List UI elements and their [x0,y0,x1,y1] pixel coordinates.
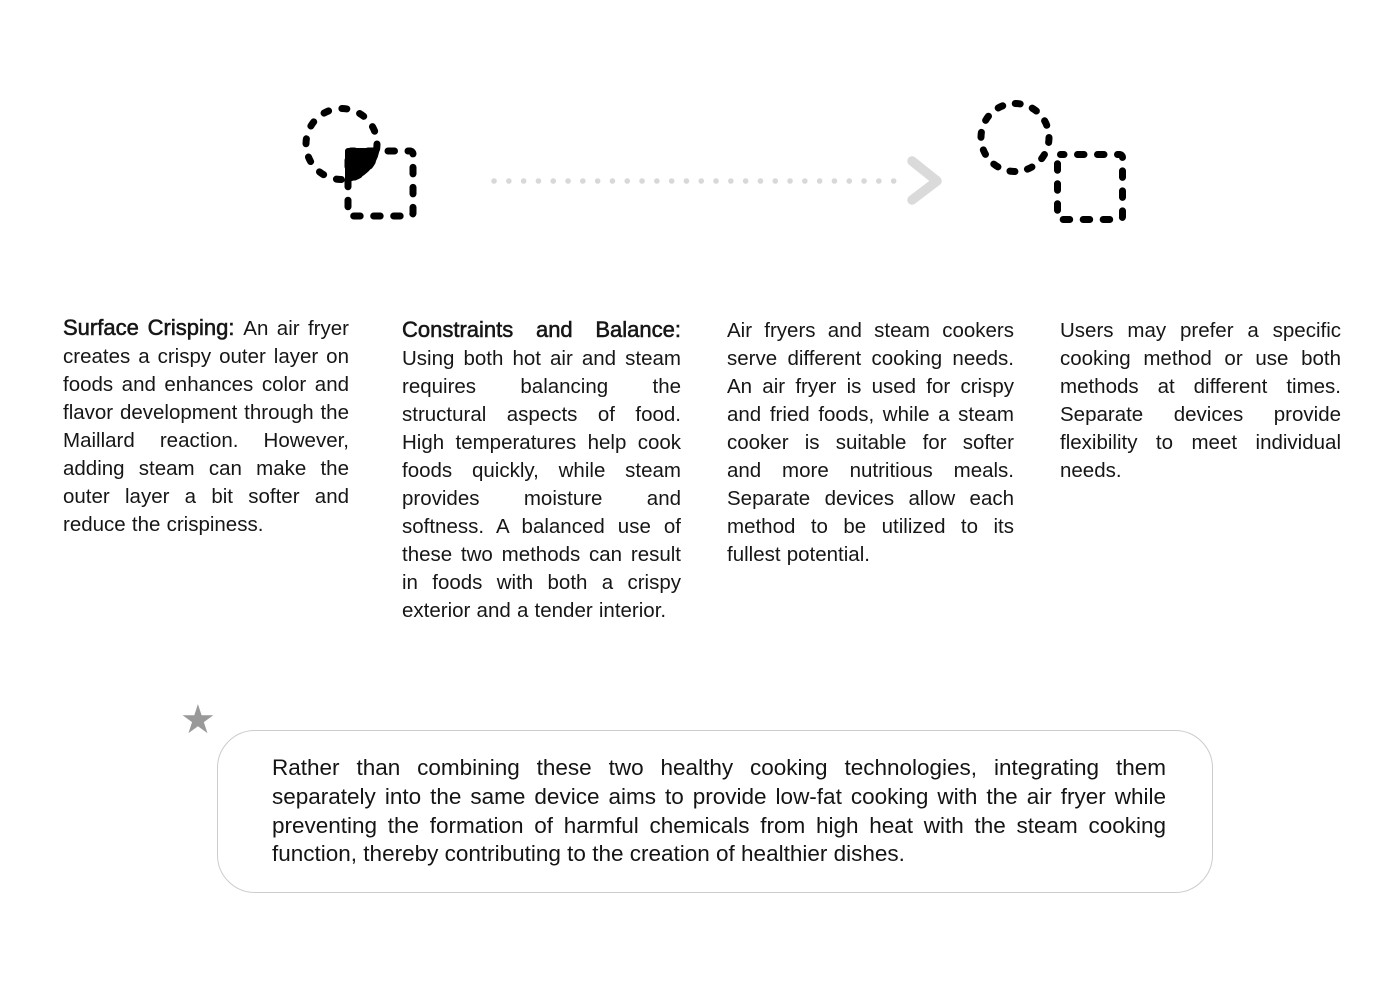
description-column-user-preference [1060,316,1341,485]
dashed-square-shape [1058,155,1123,220]
column-body: Using both hot air and steam requires balancing the structural aspects of food. High temperatures help cook foods quickly, while steam provides moisture and softness. A balanced use of these two methods can result in foods with both a crispy exterior and a tender interior. [402,347,681,622]
column-body: Users may prefer a specific cooking method or use both methods at different times. Separate devices provide flexibility to meet individual needs. [1060,319,1341,482]
note-box [217,730,1213,893]
star-icon: ★ [180,698,216,742]
note-text: Rather than combining these two healthy cooking technologies, integrating them separately into the same device aims to provide low-fat cooking with the air fryer while preventing the formation of harmful chemicals from high heat with the steam cooking function, thereby contributing to the creation of healthier dishes. [272,755,1166,867]
description-column-constraints-balance [402,316,681,625]
column-heading: Constraints and Balance: [402,317,681,342]
column-body: Air fryers and steam cookers serve different cooking needs. An air fryer is used for crispy and fried foods, while a steam cooker is suitable for softer and more nutritious meals. Separate devices allow each method to be utilized to its fullest potential. [727,319,1014,566]
dashed-circle-shape [981,104,1049,172]
overlap-fill-shape [348,151,376,179]
dotted-arrow-icon [494,161,937,200]
column-body: An air fryer creates a crispy outer layer on foods and enhances color and flavor development through the Maillard reaction. However, adding steam can make the outer layer a bit softer and reduce the crispiness. [63,317,349,536]
description-column-different-needs [727,316,1014,569]
separate-shapes-icon [981,104,1123,220]
description-column-surface-crisping [63,314,349,539]
chevron-right-icon [912,161,937,200]
transition-diagram [0,0,1400,260]
combined-shapes-icon [306,109,413,217]
column-heading: Surface Crisping: [63,315,244,340]
